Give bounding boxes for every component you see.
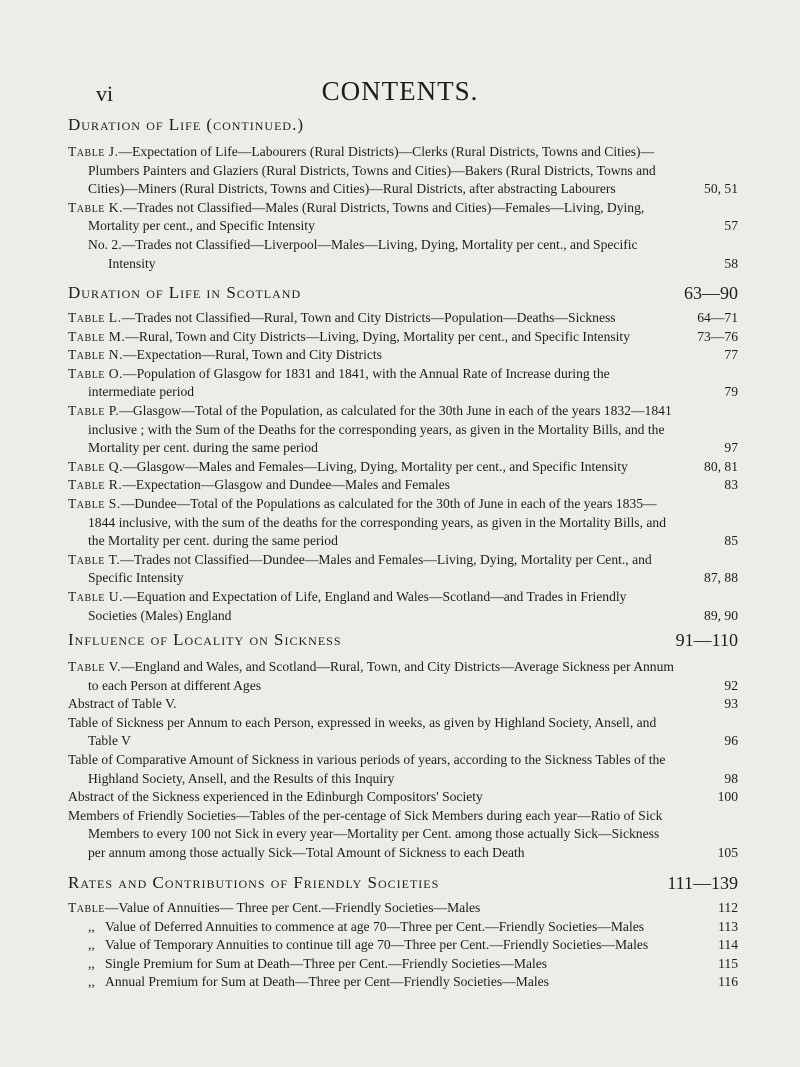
- entry-text: Table T.: [68, 551, 121, 567]
- entry-text: —Expectation—Rural, Town and City Districts: [123, 347, 382, 363]
- entry-text: —Rural, Town and City Districts—Living, Dying, Mortality per cent., and Specific Intensity: [125, 328, 631, 344]
- entry-text: Table V.: [68, 659, 122, 674]
- entry-page: 100: [717, 789, 738, 805]
- entry-text: Influence of Locality on Sickness: [68, 630, 342, 649]
- toc-entry: [68, 899, 738, 918]
- entry-text: Value of Deferred Annuities to commence at age 70—Three per Cent.—Friendly Societies—Males: [105, 918, 645, 934]
- entry-page: 83: [724, 477, 738, 493]
- toc-entry: [68, 476, 738, 495]
- entry-page: 64—71: [697, 310, 738, 325]
- entry-text: —England and Wales, and Scotland—Rural, Town, and City Districts—Average Sickness per Annum to each Person at different Ages: [88, 659, 674, 693]
- section-duration-of-life-scotland: [68, 283, 738, 625]
- entry-page: 114: [718, 937, 738, 953]
- toc-entry: [68, 936, 738, 955]
- entry-label: No. 2.: [88, 236, 122, 252]
- entry-text: Table R.: [68, 477, 123, 493]
- entry-page: 50, 51: [704, 181, 738, 197]
- toc-entry: [68, 495, 738, 551]
- section-duration-of-life-continued: [68, 115, 738, 273]
- toc-entry: [68, 551, 738, 588]
- toc-entry: [68, 658, 738, 695]
- entry-text: Table N.: [68, 347, 124, 363]
- entry-text: Duration of Life (continued.): [68, 115, 304, 134]
- entry-page: 85: [724, 533, 738, 549]
- toc-entry: [68, 714, 738, 751]
- entry-text: Duration of Life in Scotland: [68, 283, 302, 302]
- entry-page: 79: [724, 384, 738, 400]
- section-rates-and-contributions: [68, 873, 738, 992]
- entry-text: Value of Temporary Annuities to continue till age 70—Three per Cent.—Friendly Societies—Males: [105, 937, 649, 953]
- entry-text: Table L.: [68, 310, 122, 325]
- toc-entry: [68, 365, 738, 402]
- entry-page: 92: [724, 677, 738, 693]
- entry-page: 58: [724, 255, 738, 271]
- entry-page: 105: [717, 844, 738, 860]
- section-page-range: 91—110: [675, 630, 738, 650]
- toc-entry: [68, 695, 738, 714]
- entry-text: —Trades not Classified—Males (Rural Districts, Towns and Cities)—Females—Living, Dying, Mortality per cent., and Specific Intensity: [88, 199, 645, 234]
- entry-page: 115: [718, 955, 738, 971]
- toc-entry: [68, 807, 738, 863]
- entry-page: 80, 81: [704, 458, 738, 474]
- entry-text: —Value of Annuities— Three per Cent.—Friendly Societies—Males: [104, 900, 481, 915]
- toc-entry: [68, 955, 738, 974]
- toc-entry: [68, 236, 738, 273]
- entry-text: Table Q.: [68, 458, 124, 474]
- entry-text: Table P.: [68, 402, 120, 418]
- section-title: [68, 630, 738, 652]
- entry-text: —Glasgow—Males and Females—Living, Dying, Mortality per cent., and Specific Intensity: [123, 458, 628, 474]
- section-title: [68, 873, 738, 895]
- toc-entry: [68, 751, 738, 788]
- running-head: CONTENTS.: [321, 76, 479, 106]
- entry-text: Table O.: [68, 365, 124, 381]
- entry-text: —Dundee—Total of the Populations as calculated for the 30th of June in each of the years 1835—1844 inclusive, with the sum of the deaths for the corresponding years, as given in the Mortality Bills, and the Mortality per cent. during the same period: [88, 495, 666, 549]
- entry-page: 87, 88: [704, 570, 738, 586]
- entry-text: Table of Sickness per Annum to each Person, expressed in weeks, as given by Highland Society, Ansell, and Table V: [68, 714, 657, 749]
- section-title: [68, 115, 738, 137]
- page-number: vi: [96, 81, 114, 106]
- section-page-range: 63—90: [684, 283, 738, 303]
- section-title: [68, 283, 738, 305]
- entry-text: Abstract of Table V.: [68, 696, 177, 712]
- toc-entry: [68, 346, 738, 365]
- entry-text: —Glasgow—Total of the Population, as calculated for the 30th June in each of the years 1832—1841 inclusive ; with the Sum of the Deaths for the corresponding years, as given in the Mortality Bills, and the Mortality per cent. during the same period: [88, 402, 672, 456]
- toc-entry: [68, 309, 738, 328]
- toc-entry: [68, 973, 738, 992]
- entry-text: Single Premium for Sum at Death—Three per Cent.—Friendly Societies—Males: [105, 955, 548, 971]
- entry-text: ,,: [88, 974, 95, 990]
- entry-text: Rates and Contributions of Friendly Societies: [68, 873, 440, 892]
- entry-text: ,,: [88, 937, 95, 953]
- entry-text: Table M.: [68, 328, 126, 344]
- entry-page: 77: [724, 347, 738, 363]
- entry-text: Table: [68, 900, 105, 915]
- toc-entry: [68, 328, 738, 347]
- toc-entry: [68, 199, 738, 236]
- entry-label: Table K.: [68, 199, 124, 215]
- entry-text: —Trades not Classified—Liverpool—Males—Living, Dying, Mortality per cent., and Specific Intensity: [108, 236, 638, 271]
- entry-text: —Trades not Classified—Dundee—Males and Females—Living, Dying, Mortality per Cent., and Specific Intensity: [88, 551, 652, 586]
- entry-page: 89, 90: [704, 607, 738, 623]
- entry-text: Members of Friendly Societies—Tables of the per-centage of Sick Members during each year—Ratio of Sick Members to every 100 not Sick in every year—Mortality per Cent. among those actually Sick—Sickness per annum among those actually Sick—Total Amount of Sickness to each Death: [68, 807, 663, 860]
- entry-page: 57: [724, 218, 738, 234]
- toc-entry: [68, 588, 738, 625]
- entry-page: 97: [724, 440, 738, 456]
- toc-entry: [68, 458, 738, 477]
- entry-text: ,,: [88, 955, 95, 971]
- toc-entry: [68, 143, 738, 199]
- entry-page: 98: [724, 770, 738, 786]
- entry-text: —Population of Glasgow for 1831 and 1841, with the Annual Rate of Increase during the intermediate period: [88, 365, 610, 400]
- section-page-range: 111—139: [667, 873, 738, 893]
- entry-page: 112: [718, 900, 738, 915]
- entry-text: —Expectation of Life—Labourers (Rural Districts)—Clerks (Rural Districts, Towns and Cities)—Plumbers Painters and Glaziers (Rural Districts, Towns and Cities)—Bakers (Rural Districts, Towns and Cities)—Miners (Rural Districts, Towns and Cities)—Rural Districts, after abstracting Labourers: [88, 144, 656, 197]
- entry-text: —Equation and Expectation of Life, England and Wales—Scotland—and Trades in Friendly Societies (Males) England: [88, 588, 627, 623]
- toc-entry: [68, 788, 738, 807]
- entry-text: —Trades not Classified—Rural, Town and City Districts—Population—Deaths—Sickness: [121, 310, 616, 325]
- entry-text: ,,: [88, 918, 95, 934]
- entry-text: Abstract of the Sickness experienced in the Edinburgh Compositors' Society: [68, 789, 483, 805]
- entry-text: Annual Premium for Sum at Death—Three per Cent—Friendly Societies—Males: [105, 974, 549, 990]
- entry-page: 93: [724, 696, 738, 712]
- entry-text: Table U.: [68, 588, 124, 604]
- entry-page: 96: [724, 733, 738, 749]
- toc-entry: [68, 918, 738, 937]
- entry-text: —Expectation—Glasgow and Dundee—Males and Females: [122, 477, 450, 493]
- toc-entry: [68, 402, 738, 458]
- entry-text: Table S.: [68, 495, 121, 511]
- entry-label: Table J.: [68, 144, 119, 159]
- entry-page: 73—76: [697, 328, 738, 344]
- entry-page: 116: [718, 974, 738, 990]
- entry-page: 113: [718, 918, 738, 934]
- entry-text: Table of Comparative Amount of Sickness in various periods of years, according to the Sickness Tables of the Highland Society, Ansell, and the Results of this Inquiry: [68, 751, 666, 786]
- section-influence-of-locality: [68, 630, 738, 863]
